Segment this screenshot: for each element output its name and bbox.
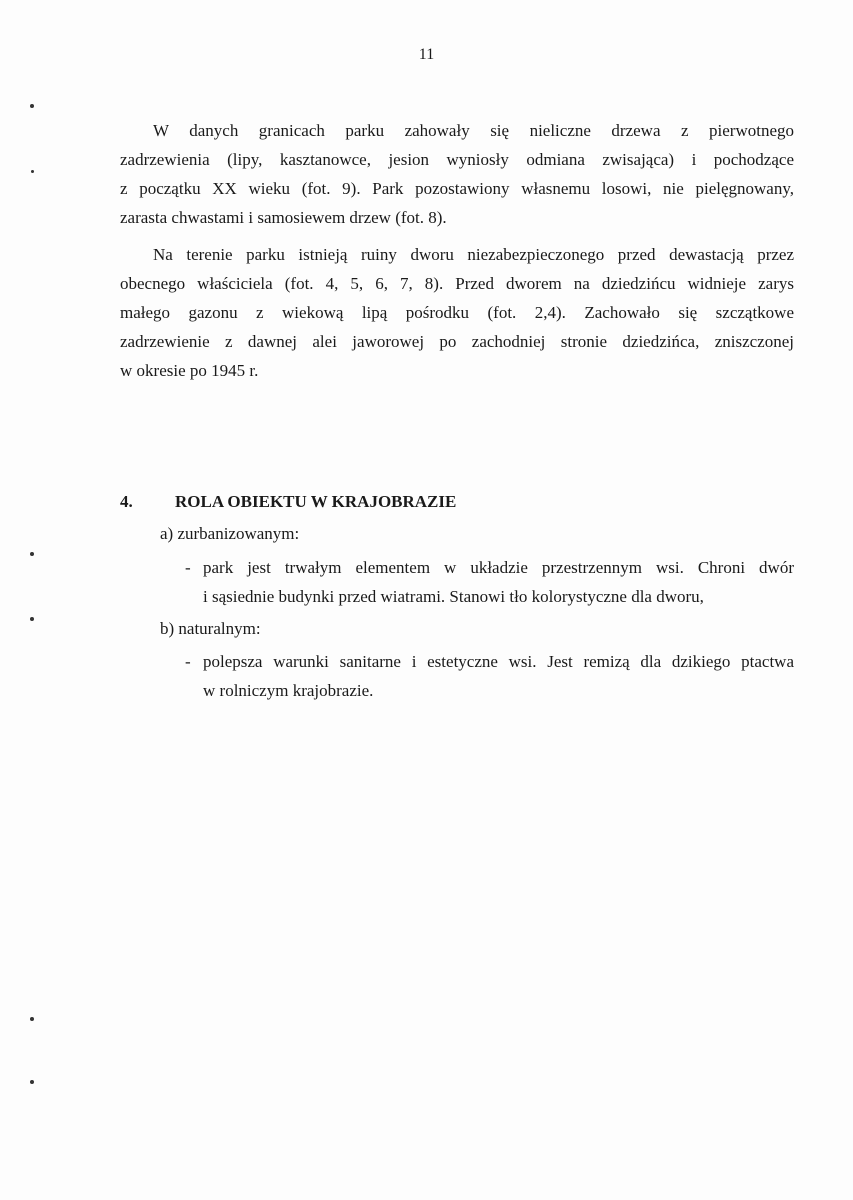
subsection-label: a) zurbanizowanym:	[160, 524, 300, 543]
paragraph-line: Na terenie parku istnieją ruiny dworu niezabezpieczonego przed dewastacją przez	[153, 245, 794, 264]
scan-speck	[30, 104, 34, 108]
body-text	[120, 116, 794, 385]
page-number: 11	[418, 46, 435, 63]
paragraph-line: zadrzewienie z dawnej alei jaworowej po zachodniej stronie dziedzińca, zniszczonej	[120, 332, 794, 351]
list-item-text	[203, 553, 794, 611]
dash-marker: -	[185, 652, 191, 671]
scan-speck	[30, 1017, 34, 1021]
section-title: ROLA OBIEKTU W KRAJOBRAZIE	[175, 492, 457, 511]
scan-speck	[30, 617, 34, 621]
paragraph-1	[120, 116, 794, 232]
paragraph-line: w okresie po 1945 r.	[120, 361, 259, 380]
paragraph-line: zadrzewienia (lipy, kasztanowce, jesion wyniosły odmiana zwisająca) i pochodzące	[120, 150, 794, 169]
paragraph-line: W danych granicach parku zahowały się nieliczne drzewa z pierwotnego	[153, 121, 794, 140]
scan-speck	[30, 1080, 34, 1084]
paragraph-2	[120, 240, 794, 385]
section-4	[120, 487, 794, 705]
list-item	[120, 647, 794, 705]
list-item-text	[203, 647, 794, 705]
paragraph-line: obecnego właściciela (fot. 4, 5, 6, 7, 8). Przed dworem na dziedzińcu widnieje zarys	[120, 274, 794, 293]
subsection-label: b) naturalnym:	[160, 619, 261, 638]
section-heading	[120, 487, 794, 516]
list-line: polepsza warunki sanitarne i estetyczne wsi. Jest remizą dla dzikiego ptactwa	[203, 652, 794, 671]
scan-speck	[31, 170, 34, 173]
list-line: i sąsiednie budynki przed wiatrami. Stanowi tło kolorystyczne dla dworu,	[203, 587, 704, 606]
dash-marker: -	[185, 558, 191, 577]
paragraph-line: małego gazonu z wiekową lipą pośrodku (fot. 2,4). Zachowało się szczątkowe	[120, 303, 794, 322]
section-number: 4.	[120, 492, 133, 511]
list-line: park jest trwałym elementem w układzie przestrzennym wsi. Chroni dwór	[203, 558, 794, 577]
list-line: w rolniczym krajobrazie.	[203, 681, 374, 700]
paragraph-line: zarasta chwastami i samosiewem drzew (fot. 8).	[120, 208, 447, 227]
paragraph-line: z początku XX wieku (fot. 9). Park pozostawiony własnemu losowi, nie pielęgnowany,	[120, 179, 794, 198]
scan-speck	[30, 552, 34, 556]
list-item	[120, 553, 794, 611]
